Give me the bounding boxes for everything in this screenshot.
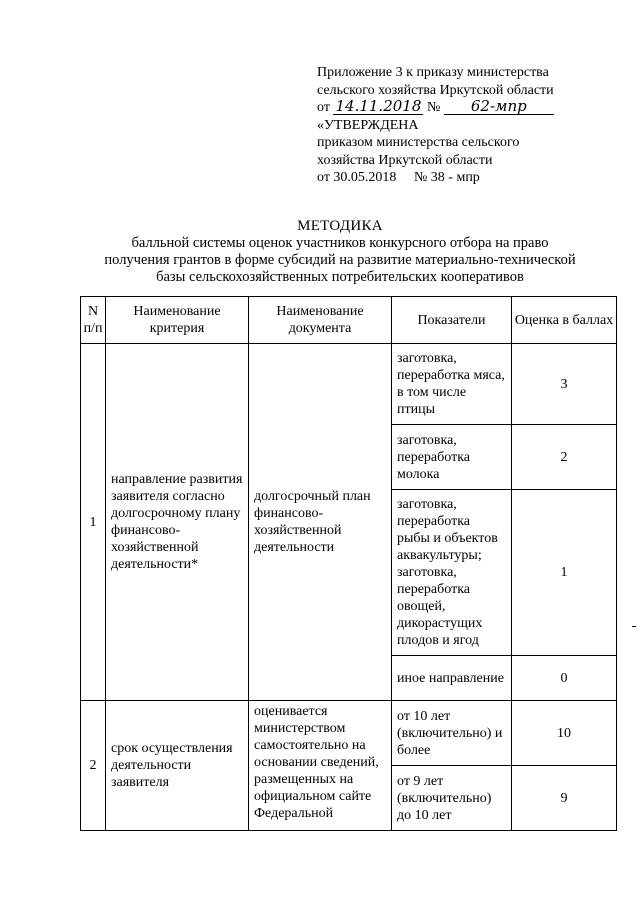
order-line-1: приказом министерства сельского [317,135,520,150]
table-row [81,344,617,425]
number-label: № [426,100,441,115]
order-date-line [317,169,617,187]
score-cell: 9 [512,766,617,831]
order-number: № 38 - мпр [413,170,480,185]
appendix-line-1: Приложение 3 к приказу министерства [317,65,549,80]
document-cell: оценивается министерством самостоятельно на основании сведений, размещенных на официальном сайте Федеральной [249,701,392,831]
title-main: МЕТОДИКА [297,218,383,234]
appendix-block [317,64,617,187]
appendix-sign-line [317,99,617,117]
margin-mark [632,626,636,627]
criterion-cell: срок осуществления деятельности заявителя [106,701,249,831]
title-line-2: получения грантов в форме субсидий на развитие материально-технической [104,252,576,268]
header-num: N п/п [81,297,106,344]
title-line-3: базы сельскохозяйственных потребительских кооперативов [156,269,524,285]
order-date: от 30.05.2018 [317,170,397,185]
table-row [81,701,617,766]
header-criterion: Наименование критерия [106,297,249,344]
indicator-cell: заготовка, переработка мяса, в том числе птицы [392,344,512,425]
criteria-table [80,296,617,831]
score-cell: 1 [512,490,617,656]
handwritten-date: 14.11.2018 [333,99,423,115]
score-cell: 0 [512,656,617,701]
order-line-2: хозяйства Иркутской области [317,152,493,168]
row-num: 1 [81,344,106,701]
header-indicators: Показатели [392,297,512,344]
indicator-cell: иное направление [392,656,512,701]
row-num: 2 [81,701,106,831]
title-line-1: балльной системы оценок участников конкурсного отбора на право [131,235,549,251]
document-title [60,218,620,286]
from-label: от [317,100,330,115]
appendix-line-2: сельского хозяйства Иркутской области [317,82,554,98]
approved-label: «УТВЕРЖДЕНА [317,117,419,133]
table-header-row [81,297,617,344]
score-cell: 3 [512,344,617,425]
indicator-cell: заготовка, переработка рыбы и объектов аквакультуры; заготовка, переработка овощей, дикорастущих плодов и ягод [392,490,512,656]
indicator-cell: от 9 лет (включительно) до 10 лет [392,766,512,831]
score-cell: 10 [512,701,617,766]
header-document: Наименование документа [249,297,392,344]
indicator-cell: заготовка, переработка молока [392,425,512,490]
document-cell: долгосрочный план финансово-хозяйственной деятельности [249,344,392,701]
indicator-cell: от 10 лет (включительно) и более [392,701,512,766]
score-cell: 2 [512,425,617,490]
header-score: Оценка в баллах [512,297,617,344]
handwritten-number: 62-мпр [444,99,554,115]
criterion-cell: направление развития заявителя согласно долгосрочному плану финансово-хозяйственной деятельности* [106,344,249,701]
